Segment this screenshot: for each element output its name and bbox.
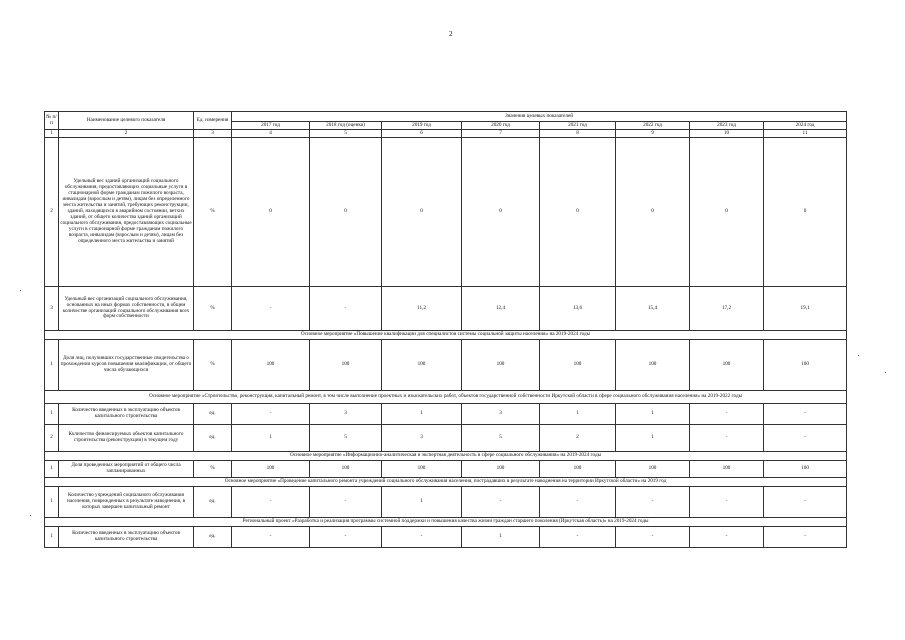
value-cell: 100 [540,340,616,391]
header-unit: Ед. измерения [194,112,232,130]
value-cell: - [310,287,382,331]
column-number: 3 [194,130,232,138]
value-cell: 100 [616,461,690,478]
value-cell: - [310,487,382,518]
header-values: Значения целевых показателей [232,112,847,122]
value-cell: - [462,487,540,518]
column-number: 9 [616,130,690,138]
value-cell: 19,1 [764,287,847,331]
indicator-name: Количество учреждений социального обслуживания населения, поврежденных в результате наводнения, в которых завершен капитальный ремонт [59,487,194,518]
value-cell: 11,2 [382,287,462,331]
value-cell: 100 [310,340,382,391]
value-cell: 0 [232,138,310,287]
header-row [45,112,847,122]
column-number: 8 [540,130,616,138]
value-cell: - [690,404,764,425]
year-cell: 2023 год [690,122,764,130]
row-number: 1 [45,461,59,478]
indicator-name: Удельный вес организаций социального обслуживания, основанных на иных формах собственности, в общем количестве организаций социального обслуживания всех форм собственности [59,287,194,331]
table-row [45,487,847,518]
year-cell: 2017 год [232,122,310,130]
value-cell: 13,6 [540,287,616,331]
unit-cell: % [194,287,232,331]
section-heading-row [45,331,847,340]
value-cell: - [764,404,847,425]
value-cell: 0 [382,138,462,287]
page-number: 2 [449,30,453,38]
value-cell: 0 [462,138,540,287]
value-cell: 2 [540,425,616,452]
row-number: 3 [45,287,59,331]
indicator-name: Доля проведенных мероприятий от общего числа запланированных [59,461,194,478]
value-cell: 100 [232,340,310,391]
year-cell: 2022 год [616,122,690,130]
year-cell: 2021 год [540,122,616,130]
value-cell: - [232,404,310,425]
value-cell: - [310,527,382,548]
value-cell: - [690,487,764,518]
value-cell: 1 [616,425,690,452]
value-cell: 5 [310,425,382,452]
section-title: Основное мероприятие «Повышение квалификации для специалистов системы социальной защиты населения» на 2019-2024 годы [45,331,847,340]
indicator-name: Количество введенных в эксплуатацию объектов капитального строительства [59,527,194,548]
unit-cell: % [194,138,232,287]
unit-cell: % [194,340,232,391]
year-cell: 2018 год (оценка) [310,122,382,130]
value-cell: - [540,527,616,548]
value-cell: 3 [462,404,540,425]
value-cell: 100 [690,461,764,478]
section-heading-row [45,518,847,527]
table-row [45,425,847,452]
value-cell: 100 [764,461,847,478]
value-cell: 1 [382,487,462,518]
indicator-name: Количество введенных в эксплуатацию объектов капитального строительства [59,404,194,425]
indicator-name: Количество финансируемых объектов капитального строительства (реконструкции) в текущем году [59,425,194,452]
value-cell: 17,2 [690,287,764,331]
value-cell: 100 [382,461,462,478]
value-cell: - [616,487,690,518]
value-cell: 3 [310,404,382,425]
year-cell: 2020 год [462,122,540,130]
value-cell: - [232,527,310,548]
section-heading-row [45,478,847,487]
column-number: 5 [310,130,382,138]
unit-cell: ед. [194,404,232,425]
value-cell: 1 [616,404,690,425]
column-number: 2 [59,130,194,138]
value-cell: 100 [232,461,310,478]
section-heading-row [45,452,847,461]
unit-cell: % [194,461,232,478]
year-cell: 2019 год [382,122,462,130]
row-number: 2 [45,425,59,452]
value-cell: 0 [310,138,382,287]
value-cell: - [690,425,764,452]
value-cell: 100 [462,461,540,478]
section-heading-row [45,391,847,404]
table-row [45,404,847,425]
table-row [45,461,847,478]
value-cell: 100 [310,461,382,478]
table-row [45,340,847,391]
scan-speck [20,290,21,291]
value-cell: 100 [690,340,764,391]
value-cell: 0 [764,138,847,287]
value-cell: - [764,527,847,548]
indicator-name: Удельный вес зданий организаций социального обслуживания, предоставляющих социальные услуги в стационарной форме гражданам пожилого возраста, инвалидам (взрослым и детям), лицам без определенного места жительства и занятий, требующих реконструкции, зданий, находящихся в аварийном состоянии, ветхих зданий, от общего количества зданий организаций социального обслуживания, предоставляющих социальные услуги в стационарной форме гражданам пожилого возраста, инвалидам (взрослым и детям), лицам без определенного места жительства и занятий [59,138,194,287]
column-number: 11 [764,130,847,138]
row-number: 1 [45,527,59,548]
table-row [45,527,847,548]
value-cell: - [764,425,847,452]
value-cell: - [232,487,310,518]
value-cell: 0 [540,138,616,287]
column-numbers-row [45,130,847,138]
section-title: Основное мероприятие «Информационно-аналитическая и экспертная деятельность в сфере социального обслуживания» на 2019-2024 годы [45,452,847,461]
column-number: 7 [462,130,540,138]
value-cell: 1 [462,527,540,548]
target-indicators-table [44,111,847,548]
column-number: 6 [382,130,462,138]
header-name: Наименование целевого показателя [59,112,194,130]
column-number: 10 [690,130,764,138]
scan-speck [885,372,886,373]
value-cell: - [764,487,847,518]
column-number: 4 [232,130,310,138]
value-cell: - [616,527,690,548]
indicator-name: Доля лиц, получивших государственные свидетельства о прохождении курсов повышения квалификации, от общего числа обучающихся [59,340,194,391]
value-cell: 100 [462,340,540,391]
row-number: 2 [45,138,59,287]
table-row [45,138,847,287]
year-cell: 2024 год [764,122,847,130]
value-cell: 100 [764,340,847,391]
value-cell: 100 [616,340,690,391]
scan-speck [858,355,859,356]
value-cell: - [690,527,764,548]
row-number: 1 [45,487,59,518]
row-number: 1 [45,404,59,425]
value-cell: 1 [540,404,616,425]
header-num: № п/п [45,112,59,130]
scan-speck [30,515,31,516]
unit-cell: ед. [194,425,232,452]
value-cell: 100 [540,461,616,478]
value-cell: 1 [232,425,310,452]
column-number: 1 [45,130,59,138]
row-number: 1 [45,340,59,391]
value-cell: - [540,487,616,518]
value-cell: - [382,527,462,548]
value-cell: - [232,287,310,331]
section-title: Основное мероприятие «Проведение капитального ремонта учреждений социального обслуживания населения, пострадавших в результате наводнения на территории Иркутской области» на 2019 год [45,478,847,487]
value-cell: 15,4 [616,287,690,331]
value-cell: 1 [382,404,462,425]
section-title: Региональный проект «Разработка и реализация программы системной поддержки и повышения качества жизни граждан старшего поколения (Иркутская область)» на 2019-2024 годы [45,518,847,527]
unit-cell: ед. [194,487,232,518]
value-cell: 0 [690,138,764,287]
value-cell: 5 [462,425,540,452]
section-title: Основное мероприятие «Строительство, реконструкция, капитальный ремонт, в том числе выполнение проектных и изыскательских работ, объектов государственной собственности Иркутской области в сфере социального обслуживания населения» на 2019-2022 годы [45,391,847,404]
table-row [45,287,847,331]
unit-cell: ед. [194,527,232,548]
value-cell: 3 [382,425,462,452]
value-cell: 100 [382,340,462,391]
value-cell: 12,4 [462,287,540,331]
value-cell: 0 [616,138,690,287]
